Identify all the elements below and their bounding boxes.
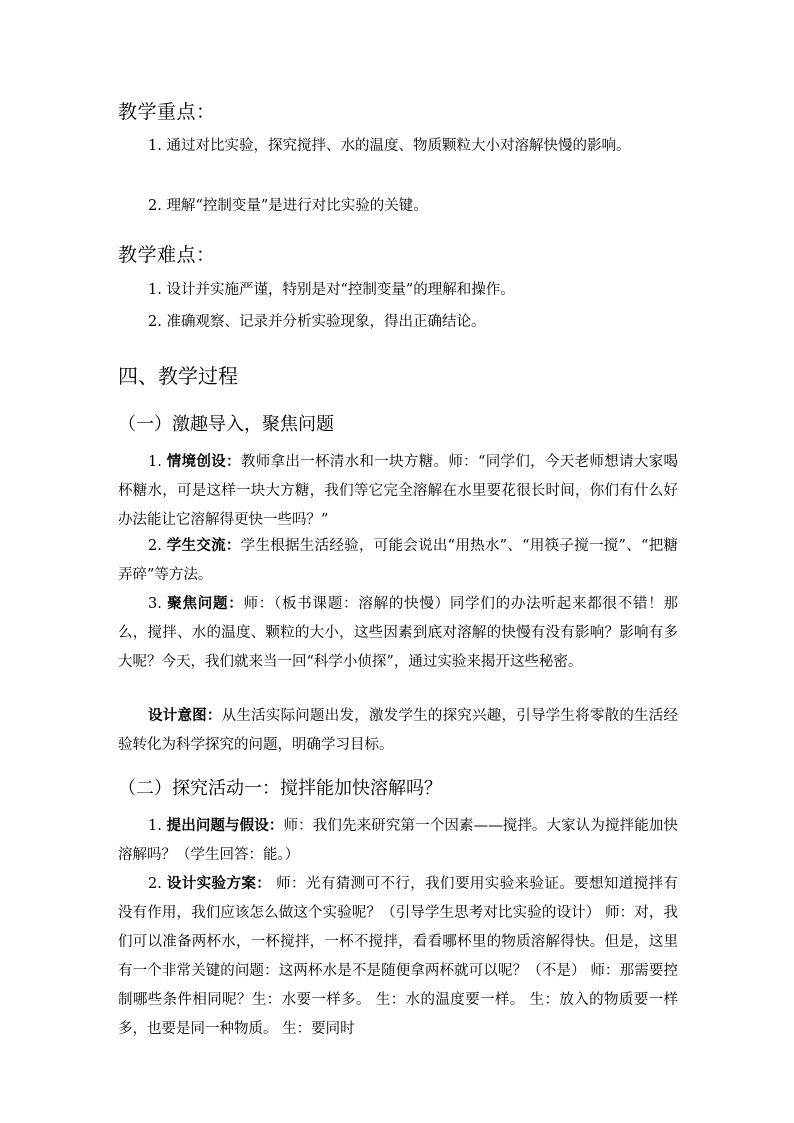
part1-paragraph-3 [118,590,678,677]
part2-p1-text: 师：我们先来研究第一个因素——搅拌。大家认为搅拌能加快溶解吗？（学生回答：能。） [118,818,679,863]
part2-heading: （二）探究活动一：搅拌能加快溶解吗？ [118,778,442,799]
part2-p1-number: 1. [148,818,162,834]
part2-paragraph-1 [118,812,678,870]
part1-p2-text: 学生根据生活经验，可能会说出“用热水”、“用筷子搅一搅”、“把糖弄碎”等方法。 [118,538,679,583]
key-point-item-1: 1. 通过对比实验，探究搅拌、水的温度、物质颗粒大小对溶解快慢的影响。 [148,138,631,154]
difficulties-heading: 教学难点： [118,244,216,266]
part1-intent-label: 设计意图： [148,708,222,724]
difficulty-item-1: 1. 设计并实施严谨，特别是对“控制变量”的理解和操作。 [148,282,515,298]
process-heading: 四、教学过程 [118,364,238,388]
part2-p2-label: 设计实验方案： [166,876,272,892]
part2-p2-number: 2. [148,876,162,892]
part1-paragraph-1 [118,448,678,535]
part1-p3-text: 师：（板书课题：溶解的快慢）同学们的办法听起来都很不错！那么，搅拌、水的温度、颗粒的大小，这些因素到底对溶解的快慢有没有影响？影响有多大呢？今天，我们就来当一回“科学小侦探”，通过实验来揭开这些秘密。 [118,596,679,670]
key-points-heading: 教学重点： [118,101,216,123]
part1-heading: （一）激趣导入，聚焦问题 [118,414,334,435]
part1-p2-number: 2. [148,538,162,554]
part1-paragraph-2 [118,532,678,590]
part1-p1-text: 教师拿出一杯清水和一块方糖。师：“同学们，今天老师想请大家喝杯糖水，可是这样一块大方糖，我们等它完全溶解在水里要花很长时间，你们有什么好办法能让它溶解得更快一些吗？” [118,454,679,528]
part2-paragraph-2 [118,870,678,1044]
part2-p2-text: 师：光有猜测可不行，我们要用实验来验证。要想知道搅拌有没有作用，我们应该怎么做这个实验呢？（引导学生思考对比实验的设计） 师：对，我们可以准备两杯水，一杯搅拌，一杯不搅拌，看看哪杯里的物质溶解得快。但是，这里有一个非常关键的问题：这两杯水是不是随便拿两杯就可以呢？（不是） 师：那需要控制哪些条件相同呢？生：水要一样多。 生：水的温度要一样。 生：放入的物质要一样多，也要是同一种物质。 生：要同时 [118,876,679,1037]
part1-p3-label: 聚焦问题： [167,596,244,612]
part1-intent-text: 从生活实际问题出发，激发学生的探究兴趣，引导学生将零散的生活经验转化为科学探究的问题，明确学习目标。 [118,708,679,753]
part2-p1-label: 提出问题与假设： [166,818,284,834]
part1-p1-label: 情境创设： [166,454,241,470]
difficulty-item-2: 2. 准确观察、记录并分析实验现象，得出正确结论。 [148,314,486,330]
key-point-item-2: 2. 理解“控制变量”是进行对比实验的关键。 [148,198,428,214]
part1-design-intent [118,702,678,760]
part1-p1-number: 1. [148,454,162,470]
part1-p3-number: 3. [148,596,162,612]
part1-p2-label: 学生交流： [166,538,241,554]
